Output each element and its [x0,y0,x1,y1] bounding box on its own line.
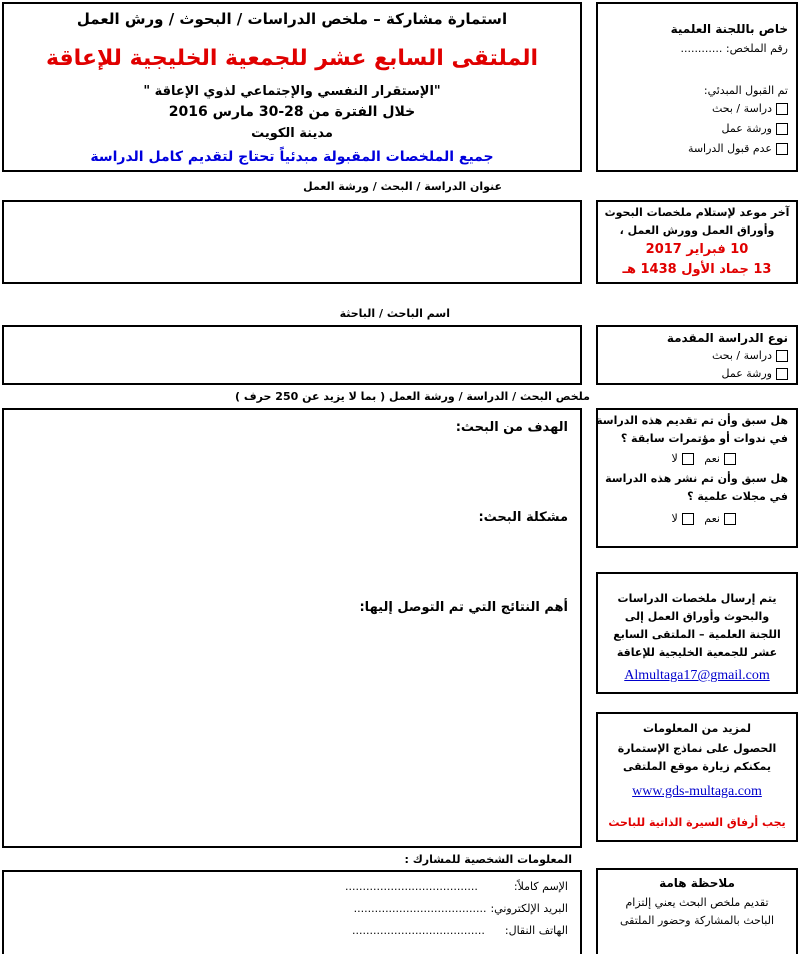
checkbox[interactable] [776,368,788,380]
study-type-title: نوع الدراسة المقدمة [666,331,788,345]
committee-option-study[interactable]: دراسة / بحث [712,102,788,115]
send-line4: عشر للجمعية الخليجية للإعاقة [616,646,778,659]
forum-name: الملتقى السابع عشر للجمعية الخليجية للإعاقة [45,46,539,71]
personal-info-label: المعلومات الشخصية للمشارك : [404,853,572,866]
summary-number: رقم الملخص: ............ [680,42,788,55]
researcher-name-field[interactable] [2,325,582,385]
more-info-box [596,712,798,842]
previous-presentation-box [596,408,798,548]
checkbox-yes[interactable] [724,513,736,525]
committee-option-workshop[interactable]: ورشة عمل [722,122,789,135]
website-link[interactable]: www.gds-multaga.com [632,784,762,799]
deadline-date-hijri: 13 جماد الأول 1438 هـ [622,262,772,277]
note-title: ملاحظة هامة [659,876,735,890]
checkbox[interactable] [776,103,788,115]
forum-city: مدينة الكويت [251,126,333,141]
header-box [2,2,582,172]
study-type-option-study[interactable]: دراسة / بحث [712,349,788,362]
cv-notice: يجب أرفاق السيرة الذاتية للباحث [608,816,786,829]
acceptance-notice: جميع الملخصات المقبولة مبدئياً تحتاج لتقديم كامل الدراسة [90,149,494,165]
research-goal-label: الهدف من البحث: [455,420,568,435]
site-row [598,780,796,800]
checkbox-yes[interactable] [724,453,736,465]
question-presented: هل سبق وأن تم تقديم هذه الدراسة [596,414,788,427]
checkbox-no[interactable] [682,513,694,525]
abstract-label: ملخص البحث / الدراسة / ورشة العمل ( بما لا يزيد عن 250 حرف ) [235,390,590,403]
deadline-line1: آخر موعد لإستلام ملخصات البحوث [604,206,790,219]
deadline-date-gregorian: 10 فبراير 2017 [645,242,749,257]
research-results-label: أهم النتائج التي تم التوصل إليها: [359,600,568,615]
info-line3: يمكنكم زيارة موقع الملتقى [622,760,772,773]
note-line2: الباحث بالمشاركة وحضور الملتقى [619,914,774,927]
question-published: هل سبق وأن تم نشر هذه الدراسة [605,472,788,485]
committee-option-reject[interactable]: عدم قبول الدراسة [688,142,788,155]
research-problem-label: مشكلة البحث: [478,510,568,525]
form-title: استمارة مشاركة – ملخص الدراسات / البحوث / ورش العمل [76,10,508,28]
phone-row[interactable] [352,924,568,937]
study-title-field[interactable] [2,200,582,284]
full-name-label: الإسم كاملاً: [513,880,568,893]
note-line1: تقديم ملخص البحث يعني إلتزام [625,896,769,909]
study-title-label: عنوان الدراسة / البحث / ورشة العمل [303,180,502,193]
forum-dates: خلال الفترة من 28-30 مارس 2016 [168,104,416,120]
email-label: البريد الإلكتروني: [490,902,568,915]
initial-acceptance: تم القبول المبدئي: [703,84,788,97]
important-note-box [596,868,798,954]
email-field[interactable]: ...................................... [353,902,487,915]
study-type-box [596,325,798,385]
info-line1: لمزيد من المعلومات [642,722,752,735]
send-instructions-box [596,572,798,694]
checkbox[interactable] [776,123,788,135]
email-row [598,668,796,684]
committee-title: خاص باللجنة العلمية [670,22,788,36]
researcher-name-label: اسم الباحث / الباحثة [339,307,450,320]
deadline-line2: وأوراق العمل وورش العمل ، [619,224,775,237]
info-line2: الحصول على نماذج الإستمارة [617,742,777,755]
send-line1: يتم إرسال ملخصات الدراسات [617,592,777,605]
checkbox[interactable] [776,143,788,155]
checkbox[interactable] [776,350,788,362]
abstract-field[interactable] [2,408,582,848]
study-type-option-workshop[interactable]: ورشة عمل [722,367,789,380]
published-answers[interactable]: نعم لا [672,512,736,525]
question-published-cont: في مجلات علمية ؟ [687,490,788,503]
presented-answers[interactable]: نعم لا [672,452,736,465]
committee-box [596,2,798,172]
phone-field[interactable]: ...................................... [352,924,485,937]
full-name-row[interactable] [345,880,568,893]
question-presented-cont: في ندوات أو مؤتمرات سابقة ؟ [620,432,788,445]
send-line2: والبحوث وأوراق العمل إلى [624,610,770,623]
email-field-row[interactable] [354,902,568,915]
personal-info-box [2,870,582,954]
phone-label: الهاتف النقال: [504,924,568,937]
checkbox-no[interactable] [682,453,694,465]
email-link[interactable]: Almultaga17@gmail.com [624,668,770,683]
deadline-box [596,200,798,284]
full-name-field[interactable]: ...................................... [345,880,478,893]
send-line3: اللجنة العلمية – الملتقى السابع [613,628,781,641]
forum-theme: "الإستقرار النفسي والإجتماعي لذوي الإعاقة " [143,84,441,99]
